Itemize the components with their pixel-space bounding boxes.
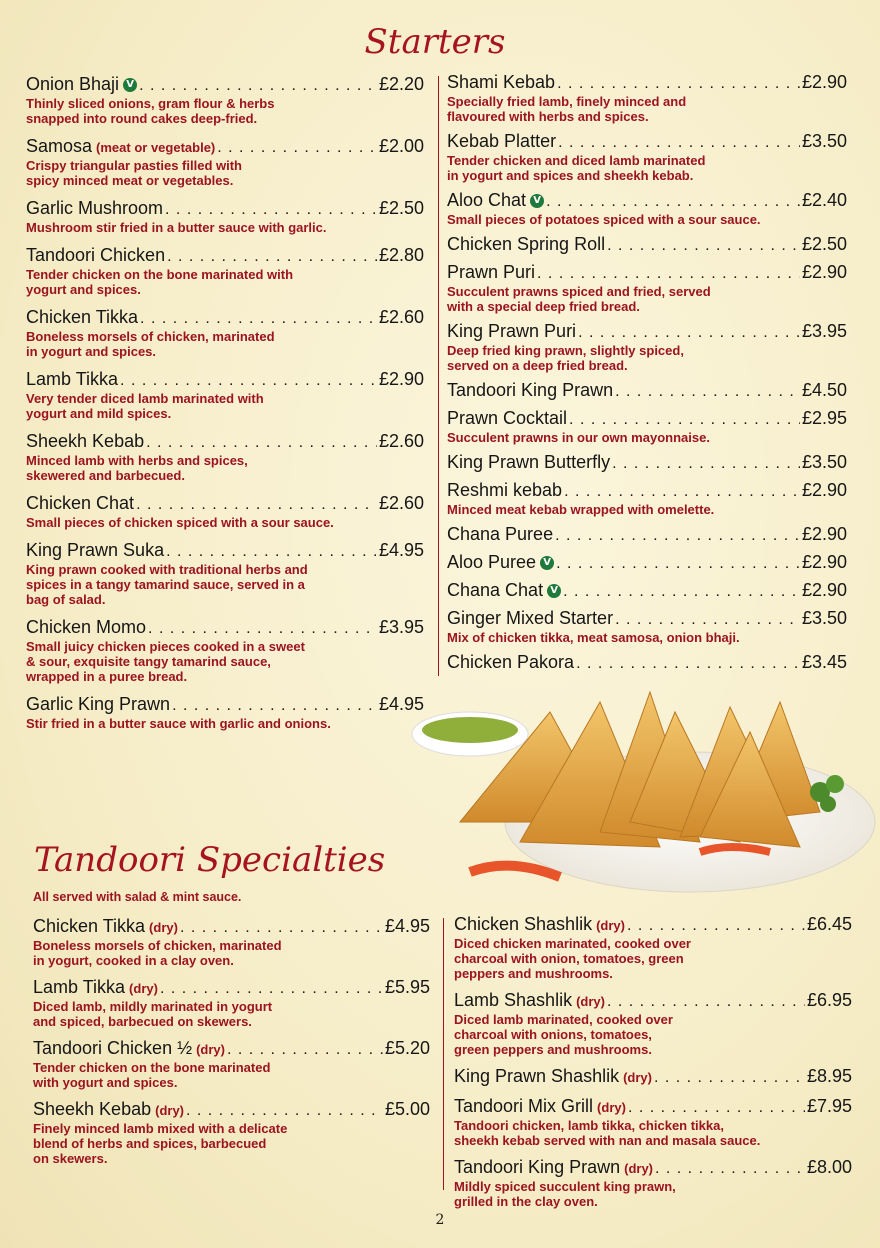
menu-item-line — [26, 198, 424, 219]
menu-item-price: £6.45 — [806, 914, 852, 934]
menu-item-line — [26, 431, 424, 452]
menu-item — [33, 1099, 430, 1166]
menu-item-note: (dry) — [196, 1042, 225, 1057]
menu-item-note: (dry) — [624, 1161, 653, 1176]
menu-item-price: £2.60 — [378, 493, 424, 513]
menu-item-price: £3.50 — [801, 131, 847, 151]
menu-item-price: £2.40 — [801, 190, 847, 210]
menu-item-name: King Prawn Shashlik — [454, 1066, 620, 1086]
menu-item-line — [447, 580, 847, 601]
menu-item-price: £8.95 — [806, 1066, 852, 1086]
menu-item-description: Tandoori chicken, lamb tikka, chicken tikka, sheekh kebab served with nan and masala sauce. — [454, 1118, 761, 1148]
dot-leader — [628, 1099, 805, 1117]
menu-item — [26, 369, 424, 421]
menu-item-price: £2.50 — [801, 234, 847, 254]
menu-item-line — [33, 1099, 430, 1120]
menu-item-line — [447, 72, 847, 93]
menu-item-price: £2.50 — [378, 198, 424, 218]
menu-item-description: Crispy triangular pasties filled with spicy minced meat or vegetables. — [26, 158, 242, 188]
menu-item-description: Boneless morsels of chicken, marinated in yogurt and spices. — [26, 329, 275, 359]
menu-item-description: Deep fried king prawn, slightly spiced, served on a deep fried bread. — [447, 343, 684, 373]
menu-item-price: £4.95 — [378, 540, 424, 560]
menu-item-line — [33, 1038, 430, 1059]
dot-leader — [654, 1069, 805, 1087]
menu-item — [454, 1096, 852, 1148]
dot-leader — [557, 75, 800, 93]
menu-item-price: £4.50 — [801, 380, 847, 400]
dot-leader — [217, 139, 377, 157]
menu-item-name: Chicken Momo — [26, 617, 147, 637]
menu-item-description: Succulent prawns in our own mayonnaise. — [447, 430, 710, 445]
menu-item — [447, 552, 847, 573]
menu-item-line — [447, 552, 847, 573]
menu-item-price: £6.95 — [806, 990, 852, 1010]
dot-leader — [558, 134, 800, 152]
tandoori-right-column — [454, 914, 852, 1218]
menu-item — [447, 524, 847, 545]
starters-title: Starters — [364, 22, 506, 62]
menu-item-name: Garlic Mushroom — [26, 198, 164, 218]
menu-item-price: £2.20 — [378, 74, 424, 94]
menu-item-name: Tandoori King Prawn — [454, 1157, 621, 1177]
menu-item-line — [454, 1096, 852, 1117]
menu-item-line — [447, 262, 847, 283]
dot-leader — [607, 237, 800, 255]
menu-item-price: £2.90 — [801, 480, 847, 500]
menu-item — [447, 608, 847, 645]
dot-leader — [166, 543, 377, 561]
menu-item-name: Chicken Shashlik — [454, 914, 593, 934]
menu-item-note: (dry) — [596, 918, 625, 933]
samosa-plate-photo — [400, 672, 880, 902]
menu-item-line — [447, 452, 847, 473]
dot-leader — [576, 655, 800, 673]
menu-item-description: Minced meat kebab wrapped with omelette. — [447, 502, 715, 517]
dot-leader — [555, 527, 800, 545]
menu-item-price: £2.90 — [378, 369, 424, 389]
dot-leader — [546, 193, 800, 211]
dot-leader — [627, 917, 805, 935]
menu-item — [454, 914, 852, 981]
menu-item-name: Lamb Tikka — [26, 369, 119, 389]
dot-leader — [148, 620, 377, 638]
menu-item-price: £2.90 — [801, 552, 847, 572]
dot-leader — [160, 980, 383, 998]
menu-item-line — [26, 493, 424, 514]
menu-item — [26, 694, 424, 731]
menu-item-price: £3.50 — [801, 608, 847, 628]
menu-item-description: Diced chicken marinated, cooked over charcoal with onion, tomatoes, green peppers and mushrooms. — [454, 936, 691, 981]
menu-item-line — [26, 136, 424, 157]
menu-item — [447, 380, 847, 401]
menu-item-line — [447, 608, 847, 629]
menu-item-name: Sheekh Kebab — [26, 431, 145, 451]
menu-item — [447, 190, 847, 227]
vegetarian-icon: V — [540, 556, 554, 570]
menu-item-description: Boneless morsels of chicken, marinated in yogurt, cooked in a clay oven. — [33, 938, 282, 968]
menu-item-note: (dry) — [623, 1070, 652, 1085]
vegetarian-icon: V — [123, 78, 137, 92]
menu-item-name: Lamb Tikka — [33, 977, 126, 997]
dot-leader — [578, 324, 800, 342]
menu-item-name: Tandoori Chicken — [26, 245, 166, 265]
menu-item-price: £2.00 — [378, 136, 424, 156]
menu-item-description: Stir fried in a butter sauce with garlic and onions. — [26, 716, 331, 731]
menu-item-description: Succulent prawns spiced and fried, served with a special deep fried bread. — [447, 284, 711, 314]
menu-item-description: Small juicy chicken pieces cooked in a sweet & sour, exquisite tangy tamarind sauce, wrapped in a puree bread. — [26, 639, 305, 684]
menu-item-line — [454, 914, 852, 935]
menu-item-line — [447, 408, 847, 429]
menu-item-name: Prawn Puri — [447, 262, 536, 282]
menu-item-name: Chicken Tikka — [33, 916, 146, 936]
starters-right-column — [447, 72, 847, 680]
menu-item-note: (dry) — [155, 1103, 184, 1118]
menu-item-name: Reshmi kebab — [447, 480, 563, 500]
menu-item — [447, 452, 847, 473]
menu-item-description: Diced lamb, mildly marinated in yogurt and spiced, barbecued on skewers. — [33, 999, 273, 1029]
menu-item-name: Lamb Shashlik — [454, 990, 573, 1010]
menu-item-description: Small pieces of chicken spiced with a sour sauce. — [26, 515, 334, 530]
menu-item — [447, 234, 847, 255]
menu-item — [447, 408, 847, 445]
menu-item-description: Mushroom stir fried in a butter sauce with garlic. — [26, 220, 327, 235]
menu-item-description: Tender chicken on the bone marinated with yogurt and spices. — [26, 267, 294, 297]
menu-item-name: Tandoori King Prawn — [447, 380, 614, 400]
tandoori-subtitle: All served with salad & mint sauce. — [33, 890, 242, 904]
menu-item-note: (meat or vegetable) — [96, 140, 216, 155]
menu-item-name: Aloo Chat — [447, 190, 527, 210]
menu-item-name: Ginger Mixed Starter — [447, 608, 614, 628]
menu-item-line — [447, 321, 847, 342]
menu-item-line — [26, 617, 424, 638]
menu-item-name: Shami Kebab — [447, 72, 556, 92]
menu-item — [447, 262, 847, 314]
menu-item-price: £5.00 — [384, 1099, 430, 1119]
menu-item — [26, 431, 424, 483]
tandoori-left-column — [33, 916, 430, 1175]
menu-item — [447, 72, 847, 124]
menu-item-description: Mix of chicken tikka, meat samosa, onion bhaji. — [447, 630, 740, 645]
menu-item — [26, 245, 424, 297]
menu-item — [33, 916, 430, 968]
menu-item-name: Chicken Spring Roll — [447, 234, 606, 254]
menu-item-line — [26, 540, 424, 561]
menu-item-description: Minced lamb with herbs and spices, skewered and barbecued. — [26, 453, 248, 483]
dot-leader — [537, 265, 800, 283]
vegetarian-icon: V — [530, 194, 544, 208]
dot-leader — [120, 372, 377, 390]
menu-item-description: Diced lamb marinated, cooked over charcoal with onions, tomatoes, green peppers and mushrooms. — [454, 1012, 673, 1057]
menu-item-name: Tandoori Chicken ½ — [33, 1038, 193, 1058]
menu-item-description: Very tender diced lamb marinated with yogurt and mild spices. — [26, 391, 264, 421]
menu-item-price: £5.95 — [384, 977, 430, 997]
menu-item — [447, 131, 847, 183]
dot-leader — [564, 483, 800, 501]
menu-item-price: £5.20 — [384, 1038, 430, 1058]
menu-item-name: Tandoori Mix Grill — [454, 1096, 594, 1116]
menu-item — [447, 652, 847, 673]
starters-left-column — [26, 74, 424, 741]
menu-item-price: £3.95 — [801, 321, 847, 341]
menu-item-description: Specially fried lamb, finely minced and flavoured with herbs and spices. — [447, 94, 687, 124]
menu-item — [447, 321, 847, 373]
dot-leader — [167, 248, 377, 266]
menu-item-line — [26, 369, 424, 390]
menu-item-line — [454, 990, 852, 1011]
menu-item-price: £7.95 — [806, 1096, 852, 1116]
menu-item-price: £8.00 — [806, 1157, 852, 1177]
menu-item — [26, 307, 424, 359]
dot-leader — [140, 310, 377, 328]
menu-item — [26, 198, 424, 235]
dot-leader — [556, 555, 800, 573]
menu-item-description: Mildly spiced succulent king prawn, grilled in the clay oven. — [454, 1179, 676, 1209]
menu-item-price: £2.80 — [378, 245, 424, 265]
menu-item-note: (dry) — [576, 994, 605, 1009]
menu-item-description: Small pieces of potatoes spiced with a sour sauce. — [447, 212, 761, 227]
menu-item — [26, 617, 424, 684]
menu-item-note: (dry) — [597, 1100, 626, 1115]
menu-item-line — [454, 1066, 852, 1087]
dot-leader — [139, 77, 377, 95]
menu-item-name: Aloo Puree — [447, 552, 537, 572]
menu-item-name: Chana Puree — [447, 524, 554, 544]
dot-leader — [655, 1160, 805, 1178]
menu-item-line — [447, 380, 847, 401]
tandoori-title: Tandoori Specialties — [34, 840, 386, 880]
menu-item-note: (dry) — [149, 920, 178, 935]
menu-item — [454, 990, 852, 1057]
menu-item-price: £2.90 — [801, 262, 847, 282]
menu-item-price: £3.50 — [801, 452, 847, 472]
menu-item-name: Onion Bhaji — [26, 74, 120, 94]
menu-item-line — [26, 74, 424, 95]
menu-item — [26, 540, 424, 607]
menu-item — [454, 1157, 852, 1209]
dot-leader — [615, 383, 800, 401]
dot-leader — [227, 1041, 383, 1059]
menu-item-line — [447, 234, 847, 255]
menu-item-line — [26, 245, 424, 266]
menu-item-name: Chana Chat — [447, 580, 544, 600]
menu-item-price: £3.45 — [801, 652, 847, 672]
menu-item-note: (dry) — [129, 981, 158, 996]
menu-item-price: £4.95 — [378, 694, 424, 714]
menu-item-line — [447, 524, 847, 545]
menu-item-line — [447, 190, 847, 211]
menu-item-name: Garlic King Prawn — [26, 694, 171, 714]
menu-item-line — [26, 694, 424, 715]
dot-leader — [569, 411, 800, 429]
menu-item-description: Finely minced lamb mixed with a delicate blend of herbs and spices, barbecued on skewers. — [33, 1121, 288, 1166]
column-divider — [443, 918, 444, 1190]
menu-item-line — [33, 977, 430, 998]
menu-item-name: King Prawn Suka — [26, 540, 165, 560]
menu-item-name: King Prawn Puri — [447, 321, 577, 341]
dot-leader — [172, 697, 377, 715]
menu-item — [33, 977, 430, 1029]
menu-item-price: £3.95 — [378, 617, 424, 637]
menu-item-name: Prawn Cocktail — [447, 408, 568, 428]
menu-item-description: King prawn cooked with traditional herbs and spices in a tangy tamarind sauce, served in a bag of salad. — [26, 562, 308, 607]
dot-leader — [165, 201, 377, 219]
menu-item — [33, 1038, 430, 1090]
dot-leader — [615, 611, 800, 629]
menu-item-name: Chicken Tikka — [26, 307, 139, 327]
menu-item — [447, 480, 847, 517]
menu-item-price: £2.60 — [378, 307, 424, 327]
menu-item — [454, 1066, 852, 1087]
menu-item-description: Tender chicken and diced lamb marinated in yogurt and spices and sheekh kebab. — [447, 153, 706, 183]
dot-leader — [180, 919, 383, 937]
menu-item-price: £2.90 — [801, 72, 847, 92]
dot-leader — [612, 455, 800, 473]
menu-item-description: Thinly sliced onions, gram flour & herbs snapped into round cakes deep-fried. — [26, 96, 275, 126]
menu-item-price: £2.90 — [801, 524, 847, 544]
menu-item-price: £2.60 — [378, 431, 424, 451]
menu-item-name: King Prawn Butterfly — [447, 452, 611, 472]
menu-item-price: £2.90 — [801, 580, 847, 600]
menu-item-line — [26, 307, 424, 328]
menu-item-name: Chicken Pakora — [447, 652, 575, 672]
menu-item-price: £4.95 — [384, 916, 430, 936]
vegetarian-icon: V — [547, 584, 561, 598]
menu-item-line — [454, 1157, 852, 1178]
menu-item-price: £2.95 — [801, 408, 847, 428]
menu-item-name: Samosa — [26, 136, 93, 156]
menu-item-description: Tender chicken on the bone marinated with yogurt and spices. — [33, 1060, 271, 1090]
dot-leader — [563, 583, 800, 601]
dot-leader — [607, 993, 805, 1011]
menu-item-line — [447, 480, 847, 501]
menu-item — [26, 493, 424, 530]
menu-item — [26, 74, 424, 126]
menu-item-name: Chicken Chat — [26, 493, 135, 513]
dot-leader — [146, 434, 377, 452]
menu-item-line — [33, 916, 430, 937]
dot-leader — [186, 1102, 383, 1120]
menu-item-name: Sheekh Kebab — [33, 1099, 152, 1119]
dot-leader — [136, 496, 377, 514]
column-divider — [438, 76, 439, 676]
page-number: 2 — [435, 1212, 445, 1228]
menu-item — [447, 580, 847, 601]
menu-item-line — [447, 131, 847, 152]
menu-item-name: Kebab Platter — [447, 131, 557, 151]
menu-item — [26, 136, 424, 188]
menu-item-line — [447, 652, 847, 673]
